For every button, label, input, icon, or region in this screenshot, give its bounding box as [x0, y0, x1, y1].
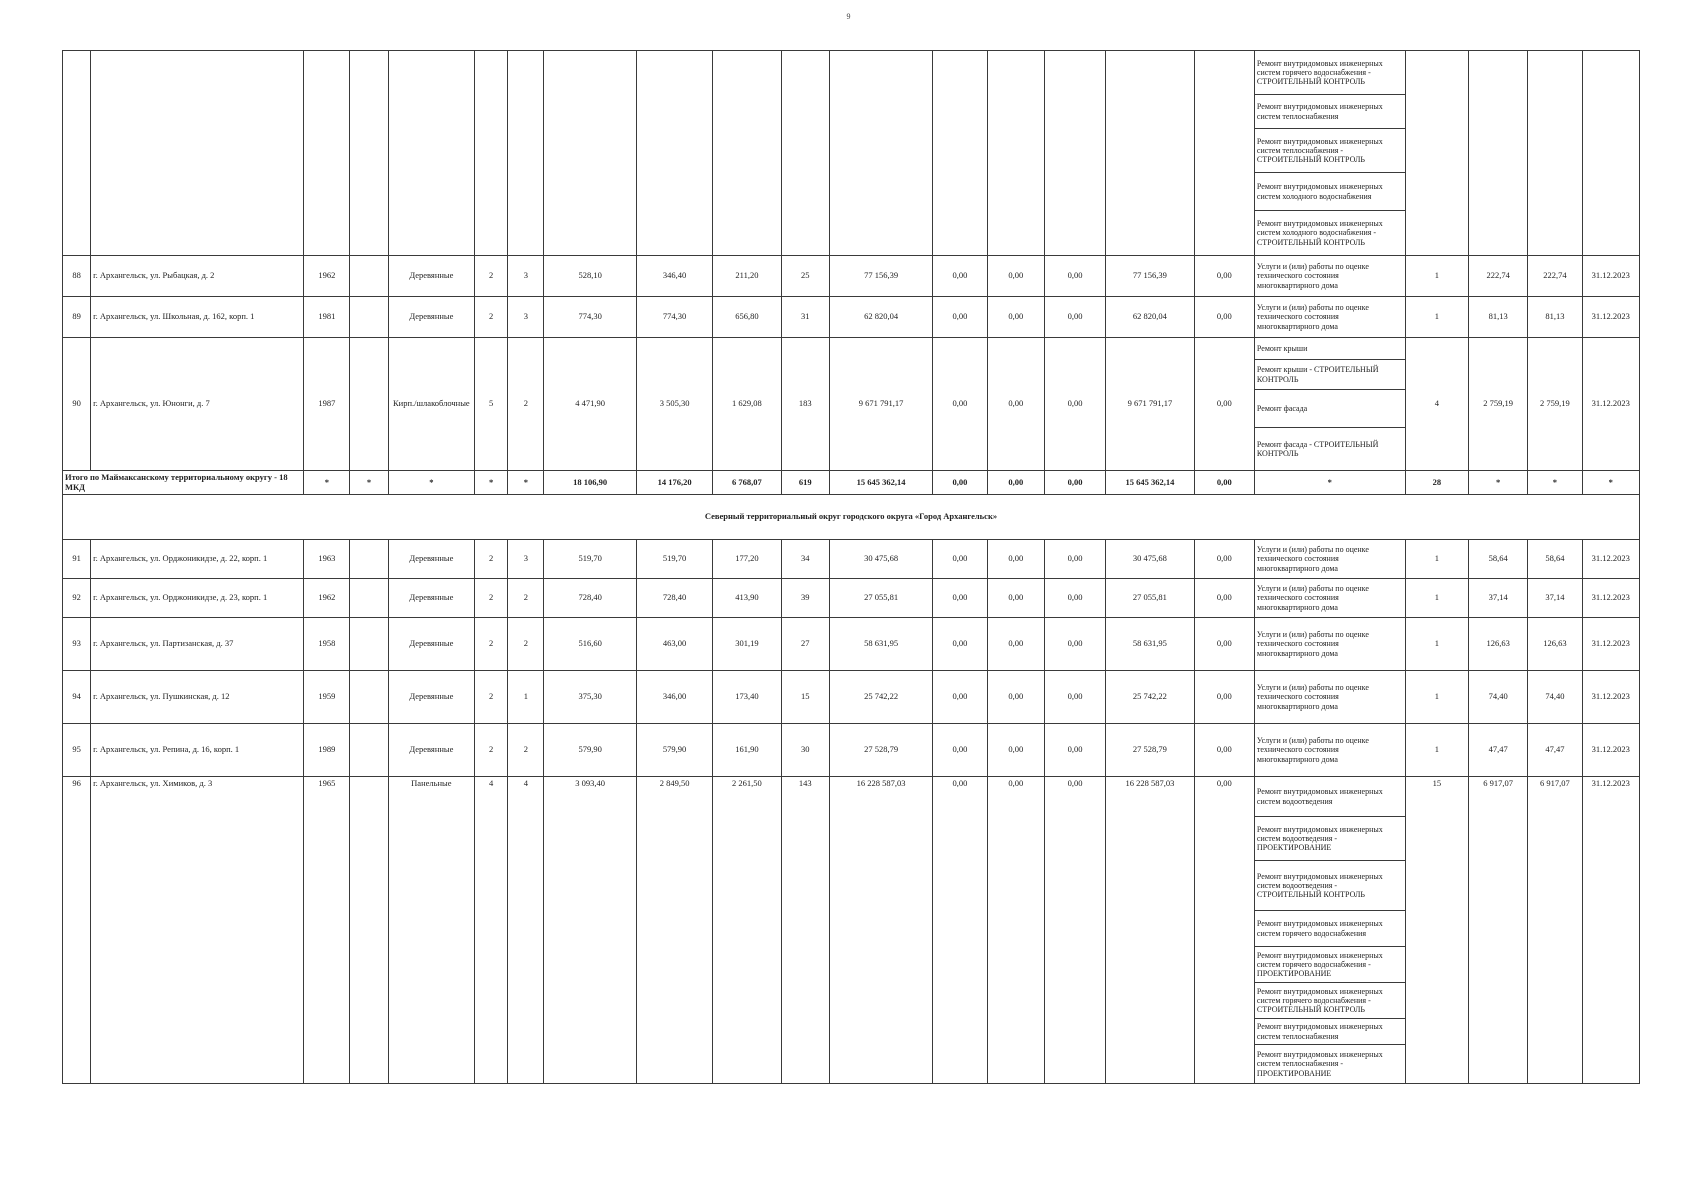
cell-unit-cost: 126,63: [1468, 618, 1527, 671]
cell-total-area: 774,30: [544, 297, 636, 338]
cell-cost-c: 0,00: [1044, 671, 1105, 724]
work-type: Ремонт внутридомовых инженерных систем горячего водоснабжения - ПРОЕКТИРОВАНИЕ: [1255, 947, 1405, 983]
table-row: [63, 777, 1640, 1084]
cell-material: Панельные: [388, 777, 474, 1084]
work-type: Услуги и (или) работы по оценке технического состояния многоквартирного дома: [1256, 683, 1369, 711]
cell-cost-d: 27 055,81: [1106, 579, 1194, 618]
cell-cost-total: 16 228 587,03: [829, 777, 933, 1084]
cell-residents: 34: [781, 540, 829, 579]
total-cost-b: 0,00: [987, 471, 1044, 495]
cell-cost-b: 0,00: [987, 671, 1044, 724]
cell-n: 94: [63, 671, 91, 724]
cell-material: Деревянные: [388, 724, 474, 777]
cell-cost-total: 25 742,22: [829, 671, 933, 724]
cell-cost-c: 0,00: [1044, 618, 1105, 671]
work-type: Ремонт внутридомовых инженерных систем теплоснабжения: [1255, 95, 1405, 129]
cell-year: 1958: [304, 618, 350, 671]
work-type: Ремонт внутридомовых инженерных систем холодного водоснабжения - СТРОИТЕЛЬНЫЙ КОНТРОЛЬ: [1256, 219, 1383, 247]
cell-cost-d: 77 156,39: [1106, 256, 1194, 297]
star-cell: *: [1582, 471, 1639, 495]
work-types-cell: [1254, 724, 1405, 777]
cell-residential-area: 211,20: [713, 256, 781, 297]
star-cell: *: [388, 471, 474, 495]
work-types-cell: [1254, 297, 1405, 338]
cell-cost-d: 16 228 587,03: [1106, 777, 1194, 1084]
cell-cost-d: 62 820,04: [1106, 297, 1194, 338]
cell-living-area: 774,30: [636, 297, 712, 338]
cell-cost-c: 0,00: [1044, 777, 1105, 1084]
cell-deadline: 31.12.2023: [1582, 256, 1639, 297]
cell-living-area: 579,90: [636, 724, 712, 777]
empty-cell: [350, 540, 388, 579]
cell-floors: 2: [475, 671, 508, 724]
cell-work-count: 1: [1405, 671, 1468, 724]
table-row: [63, 338, 1640, 471]
cell-cost-e: 0,00: [1194, 724, 1254, 777]
cell-living-area: 728,40: [636, 579, 712, 618]
cell-cost-b: 0,00: [987, 579, 1044, 618]
total-cost-e: 0,00: [1194, 471, 1254, 495]
cell-cost-total: 27 528,79: [829, 724, 933, 777]
empty-cell: [350, 338, 388, 471]
cell-residential-area: 161,90: [713, 724, 781, 777]
work-types-cell: [1254, 540, 1405, 579]
cell-total-area: 528,10: [544, 256, 636, 297]
section-title: Северный территориальный округ городского округа «Город Архангельск»: [63, 495, 1640, 540]
table-row: [63, 671, 1640, 724]
cell-cost-c: 0,00: [1044, 540, 1105, 579]
cell-entrances: 3: [508, 256, 544, 297]
cell-floors: 4: [475, 777, 508, 1084]
cell-cost-total: 27 055,81: [829, 579, 933, 618]
empty-cell: [350, 671, 388, 724]
star-cell: *: [350, 471, 388, 495]
cell-cost-b: 0,00: [987, 724, 1044, 777]
total-total-area: 18 106,90: [544, 471, 636, 495]
work-type: Ремонт внутридомовых инженерных систем теплоснабжения - ПРОЕКТИРОВАНИЕ: [1256, 1050, 1383, 1078]
cell-n: 90: [63, 338, 91, 471]
empty-cell: [350, 297, 388, 338]
total-cost-total: 15 645 362,14: [829, 471, 933, 495]
cell-cost-total: 58 631,95: [829, 618, 933, 671]
cell-cost-b: 0,00: [987, 540, 1044, 579]
cell-max-cost: 2 759,19: [1528, 338, 1582, 471]
cell-deadline: 31.12.2023: [1582, 777, 1639, 1084]
cell-cost-b: 0,00: [987, 338, 1044, 471]
cell-living-area: 463,00: [636, 618, 712, 671]
cell-cost-c: 0,00: [1044, 256, 1105, 297]
cell-entrances: 2: [508, 338, 544, 471]
cell-n: 91: [63, 540, 91, 579]
cell-cost-c: 0,00: [1044, 338, 1105, 471]
cell-cost-e: 0,00: [1194, 671, 1254, 724]
star-cell: *: [475, 471, 508, 495]
table-row: [63, 256, 1640, 297]
work-type: Ремонт внутридомовых инженерных систем водоотведения: [1255, 777, 1405, 817]
total-cost-a: 0,00: [933, 471, 987, 495]
cell-address: г. Архангельск, ул. Орджоникидзе, д. 22, корп. 1: [91, 540, 304, 579]
cell-cost-e: 0,00: [1194, 256, 1254, 297]
work-type: Ремонт внутридомовых инженерных систем водоотведения - ПРОЕКТИРОВАНИЕ: [1255, 817, 1405, 861]
total-cost-d: 15 645 362,14: [1106, 471, 1194, 495]
repair-program-table: [62, 50, 1640, 1084]
cell-n: 92: [63, 579, 91, 618]
cell-residents: 183: [781, 338, 829, 471]
cell-deadline: 31.12.2023: [1582, 618, 1639, 671]
cell-material: Деревянные: [388, 671, 474, 724]
cell-entrances: 4: [508, 777, 544, 1084]
cell-cost-a: 0,00: [933, 297, 987, 338]
work-type: Ремонт внутридомовых инженерных систем теплоснабжения - СТРОИТЕЛЬНЫЙ КОНТРОЛЬ: [1255, 129, 1405, 173]
cell-residential-area: 413,90: [713, 579, 781, 618]
work-type: Ремонт внутридомовых инженерных систем горячего водоснабжения: [1255, 911, 1405, 947]
cell-entrances: 3: [508, 297, 544, 338]
cell-cost-c: 0,00: [1044, 579, 1105, 618]
cell-residents: 15: [781, 671, 829, 724]
cell-address: г. Архангельск, ул. Партизанская, д. 37: [91, 618, 304, 671]
cell-cost-c: 0,00: [1044, 297, 1105, 338]
table-row: [63, 579, 1640, 618]
cell-floors: 2: [475, 724, 508, 777]
empty-cell: [350, 618, 388, 671]
cell-cost-e: 0,00: [1194, 777, 1254, 1084]
cell-work-count: 1: [1405, 256, 1468, 297]
cell-max-cost: 222,74: [1528, 256, 1582, 297]
cell-unit-cost: 81,13: [1468, 297, 1527, 338]
cell-address: г. Архангельск, ул. Рыбацкая, д. 2: [91, 256, 304, 297]
cell-residential-area: 2 261,50: [713, 777, 781, 1084]
work-types-cell: [1254, 618, 1405, 671]
cell-floors: 2: [475, 618, 508, 671]
work-type: Ремонт внутридомовых инженерных систем холодного водоснабжения: [1255, 173, 1405, 211]
cell-living-area: 3 505,30: [636, 338, 712, 471]
work-types-cell: [1254, 51, 1405, 256]
cell-cost-e: 0,00: [1194, 338, 1254, 471]
section-row: [63, 495, 1640, 540]
cell-cost-a: 0,00: [933, 540, 987, 579]
cell-residents: 30: [781, 724, 829, 777]
table-row: [63, 724, 1640, 777]
cell-entrances: 3: [508, 540, 544, 579]
cell-residents: 31: [781, 297, 829, 338]
cell-year: 1987: [304, 338, 350, 471]
work-types-cell: [1254, 777, 1405, 1084]
cell-residents: 143: [781, 777, 829, 1084]
cell-max-cost: 126,63: [1528, 618, 1582, 671]
cell-entrances: 2: [508, 579, 544, 618]
cell-total-area: 579,90: [544, 724, 636, 777]
cell-cost-a: 0,00: [933, 618, 987, 671]
empty-cell: [350, 777, 388, 1084]
cell-cost-a: 0,00: [933, 724, 987, 777]
empty-cell: [350, 724, 388, 777]
cell-cost-d: 27 528,79: [1106, 724, 1194, 777]
cell-unit-cost: 6 917,07: [1468, 777, 1527, 1084]
cell-floors: 2: [475, 540, 508, 579]
cell-address: г. Архангельск, ул. Пушкинская, д. 12: [91, 671, 304, 724]
work-types-cell: [1254, 671, 1405, 724]
cell-deadline: 31.12.2023: [1582, 724, 1639, 777]
cell-work-count: 1: [1405, 579, 1468, 618]
cell-residential-area: 656,80: [713, 297, 781, 338]
work-type: Ремонт крыши - СТРОИТЕЛЬНЫЙ КОНТРОЛЬ: [1255, 360, 1405, 390]
continuation-row: [63, 51, 1640, 256]
work-types-cell: [1254, 338, 1405, 471]
cell-residents: 25: [781, 256, 829, 297]
cell-unit-cost: 74,40: [1468, 671, 1527, 724]
work-type: Ремонт крыши: [1255, 338, 1405, 360]
cell-max-cost: 37,14: [1528, 579, 1582, 618]
cell-cost-total: 9 671 791,17: [829, 338, 933, 471]
total-label: Итого по Маймаксанскому территориальному округу - 18 МКД: [63, 471, 304, 495]
cell-residents: 39: [781, 579, 829, 618]
cell-n: 89: [63, 297, 91, 338]
cell-deadline: 31.12.2023: [1582, 297, 1639, 338]
cell-residential-area: 301,19: [713, 618, 781, 671]
cell-floors: 2: [475, 297, 508, 338]
cell-total-area: 519,70: [544, 540, 636, 579]
total-cost-c: 0,00: [1044, 471, 1105, 495]
total-residential-area: 6 768,07: [713, 471, 781, 495]
cell-floors: 5: [475, 338, 508, 471]
cell-n: 96: [63, 777, 91, 1084]
cell-year: 1959: [304, 671, 350, 724]
cell-cost-d: 30 475,68: [1106, 540, 1194, 579]
cell-cost-d: 58 631,95: [1106, 618, 1194, 671]
cell-n: 93: [63, 618, 91, 671]
total-living-area: 14 176,20: [636, 471, 712, 495]
cell-total-area: 375,30: [544, 671, 636, 724]
work-type: Услуги и (или) работы по оценке технического состояния многоквартирного дома: [1256, 303, 1369, 331]
cell-year: 1962: [304, 256, 350, 297]
cell-material: Деревянные: [388, 256, 474, 297]
cell-deadline: 31.12.2023: [1582, 338, 1639, 471]
cell-max-cost: 58,64: [1528, 540, 1582, 579]
cell-entrances: 2: [508, 618, 544, 671]
cell-cost-a: 0,00: [933, 338, 987, 471]
cell-cost-d: 9 671 791,17: [1106, 338, 1194, 471]
cell-material: Деревянные: [388, 297, 474, 338]
cell-work-count: 1: [1405, 297, 1468, 338]
cell-n: 95: [63, 724, 91, 777]
cell-cost-c: 0,00: [1044, 724, 1105, 777]
cell-unit-cost: 222,74: [1468, 256, 1527, 297]
work-type: Услуги и (или) работы по оценке технического состояния многоквартирного дома: [1256, 736, 1369, 764]
cell-living-area: 2 849,50: [636, 777, 712, 1084]
cell-unit-cost: 47,47: [1468, 724, 1527, 777]
cell-unit-cost: 2 759,19: [1468, 338, 1527, 471]
cell-cost-d: 25 742,22: [1106, 671, 1194, 724]
cell-living-area: 346,40: [636, 256, 712, 297]
cell-cost-b: 0,00: [987, 297, 1044, 338]
cell-cost-a: 0,00: [933, 777, 987, 1084]
cell-work-count: 15: [1405, 777, 1468, 1084]
table-row: [63, 297, 1640, 338]
cell-floors: 2: [475, 579, 508, 618]
cell-entrances: 2: [508, 724, 544, 777]
cell-address: г. Архангельск, ул. Орджоникидзе, д. 23, корп. 1: [91, 579, 304, 618]
total-work-count: 28: [1405, 471, 1468, 495]
cell-cost-total: 62 820,04: [829, 297, 933, 338]
cell-max-cost: 6 917,07: [1528, 777, 1582, 1084]
cell-work-count: 1: [1405, 724, 1468, 777]
work-types-cell: [1254, 579, 1405, 618]
cell-cost-e: 0,00: [1194, 579, 1254, 618]
page-number: 9: [846, 12, 851, 21]
work-type: Ремонт внутридомовых инженерных систем горячего водоснабжения - СТРОИТЕЛЬНЫЙ КОНТРОЛЬ: [1255, 983, 1405, 1019]
cell-material: Деревянные: [388, 579, 474, 618]
cell-address: г. Архангельск, ул. Юнонги, д. 7: [91, 338, 304, 471]
cell-deadline: 31.12.2023: [1582, 671, 1639, 724]
work-type: Ремонт фасада: [1255, 390, 1405, 428]
cell-cost-e: 0,00: [1194, 540, 1254, 579]
cell-cost-a: 0,00: [933, 256, 987, 297]
work-type: Ремонт внутридомовых инженерных систем горячего водоснабжения - СТРОИТЕЛЬНЫЙ КОНТРОЛЬ: [1255, 51, 1405, 95]
cell-address: г. Архангельск, ул. Репина, д. 16, корп. 1: [91, 724, 304, 777]
cell-material: Деревянные: [388, 540, 474, 579]
cell-floors: 2: [475, 256, 508, 297]
work-type: Услуги и (или) работы по оценке технического состояния многоквартирного дома: [1256, 262, 1369, 290]
cell-material: Кирп./шлакоблочные: [388, 338, 474, 471]
total-residents: 619: [781, 471, 829, 495]
cell-residents: 27: [781, 618, 829, 671]
cell-living-area: 346,00: [636, 671, 712, 724]
cell-residential-area: 173,40: [713, 671, 781, 724]
cell-year: 1963: [304, 540, 350, 579]
empty-cell: [350, 579, 388, 618]
cell-cost-a: 0,00: [933, 579, 987, 618]
cell-cost-e: 0,00: [1194, 297, 1254, 338]
star-cell: *: [304, 471, 350, 495]
cell-unit-cost: 37,14: [1468, 579, 1527, 618]
cell-cost-total: 77 156,39: [829, 256, 933, 297]
cell-total-area: 3 093,40: [544, 777, 636, 1084]
star-cell: *: [1528, 471, 1582, 495]
cell-material: Деревянные: [388, 618, 474, 671]
star-cell: *: [508, 471, 544, 495]
cell-cost-b: 0,00: [987, 256, 1044, 297]
empty-cell: [350, 256, 388, 297]
star-cell: *: [1254, 471, 1405, 495]
star-cell: *: [1468, 471, 1527, 495]
work-type: Ремонт внутридомовых инженерных систем водоотведения - СТРОИТЕЛЬНЫЙ КОНТРОЛЬ: [1255, 861, 1405, 911]
table-row: [63, 618, 1640, 671]
cell-year: 1962: [304, 579, 350, 618]
cell-work-count: 1: [1405, 618, 1468, 671]
cell-cost-b: 0,00: [987, 618, 1044, 671]
cell-unit-cost: 58,64: [1468, 540, 1527, 579]
cell-living-area: 519,70: [636, 540, 712, 579]
cell-max-cost: 47,47: [1528, 724, 1582, 777]
cell-deadline: 31.12.2023: [1582, 579, 1639, 618]
work-types-cell: [1254, 256, 1405, 297]
cell-address: г. Архангельск, ул. Школьная, д. 162, корп. 1: [91, 297, 304, 338]
cell-total-area: 516,60: [544, 618, 636, 671]
cell-work-count: 4: [1405, 338, 1468, 471]
work-type: Ремонт фасада - СТРОИТЕЛЬНЫЙ КОНТРОЛЬ: [1256, 439, 1379, 458]
cell-cost-a: 0,00: [933, 671, 987, 724]
cell-address: г. Архангельск, ул. Химиков, д. 3: [91, 777, 304, 1084]
cell-total-area: 728,40: [544, 579, 636, 618]
cell-work-count: 1: [1405, 540, 1468, 579]
cell-deadline: 31.12.2023: [1582, 540, 1639, 579]
cell-year: 1965: [304, 777, 350, 1084]
work-type: Ремонт внутридомовых инженерных систем теплоснабжения: [1255, 1019, 1405, 1045]
cell-max-cost: 74,40: [1528, 671, 1582, 724]
cell-year: 1981: [304, 297, 350, 338]
table-row: [63, 540, 1640, 579]
cell-total-area: 4 471,90: [544, 338, 636, 471]
cell-residential-area: 177,20: [713, 540, 781, 579]
cell-max-cost: 81,13: [1528, 297, 1582, 338]
work-type: Услуги и (или) работы по оценке технического состояния многоквартирного дома: [1256, 545, 1369, 573]
cell-residential-area: 1 629,08: [713, 338, 781, 471]
cell-cost-b: 0,00: [987, 777, 1044, 1084]
cell-year: 1989: [304, 724, 350, 777]
cell-entrances: 1: [508, 671, 544, 724]
work-type: Услуги и (или) работы по оценке технического состояния многоквартирного дома: [1256, 584, 1369, 612]
cell-n: 88: [63, 256, 91, 297]
cell-cost-e: 0,00: [1194, 618, 1254, 671]
cell-cost-total: 30 475,68: [829, 540, 933, 579]
work-type: Услуги и (или) работы по оценке технического состояния многоквартирного дома: [1256, 630, 1369, 658]
total-row: [63, 471, 1640, 495]
